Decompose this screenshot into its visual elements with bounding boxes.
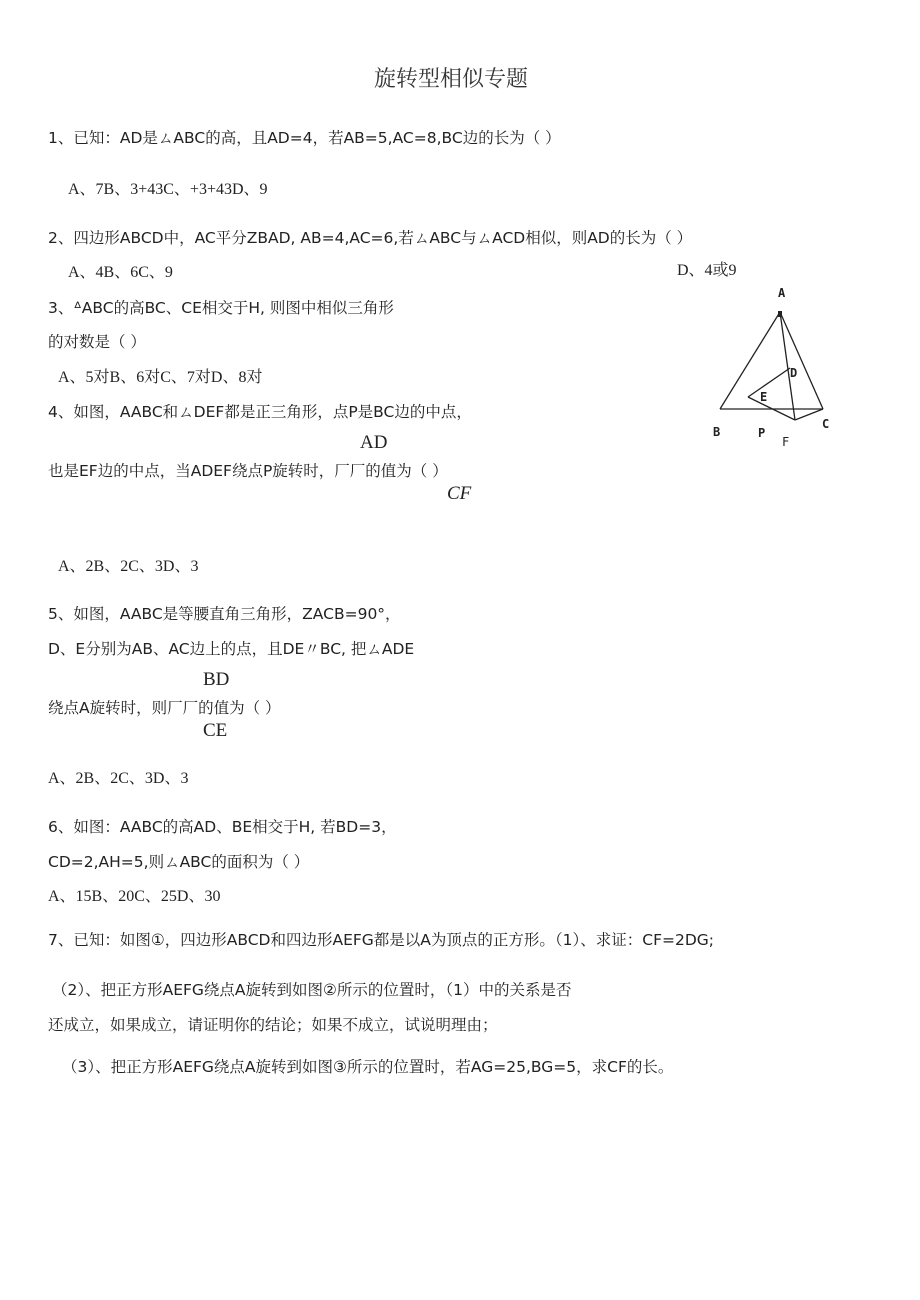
question-4-fraction-denominator: CF (447, 483, 472, 504)
question-5-stem-line3: 绕点A旋转时，则厂厂的值为（ ） (48, 699, 281, 717)
question-4-stem-line1: 4、如图，AABC和ㄙDEF都是正三角形，点P是BC边的中点， (48, 403, 472, 421)
question-5-fraction-denominator: CE (203, 720, 228, 741)
label-f: F (782, 435, 790, 449)
question-4-stem-line2: 也是EF边的中点，当ADEF绕点P旋转时，厂厂的值为（ ） (48, 462, 448, 480)
question-1-options: A、7B、3+43C、+3+43D、9 (68, 181, 268, 198)
label-d: D (790, 366, 798, 380)
vertex-a-mark (778, 311, 782, 317)
question-5-fraction-numerator: BD (203, 669, 230, 690)
question-1-stem: 1、已知：AD是ㄙABC的高，且AD=4，若AB=5,AC=8,BC边的长为（ ） (48, 129, 561, 147)
question-3-stem-line1: 3、ᐞABC的高BC、CE相交于H, 则图中相似三角形 (48, 299, 394, 317)
label-a: A (778, 286, 786, 300)
label-c: C (822, 417, 830, 431)
question-6-stem-line2: CD=2,AH=5,则ㄙABC的面积为（ ） (48, 853, 310, 871)
segment-fc (795, 409, 823, 420)
question-2-option-d: D、4或9 (677, 262, 737, 279)
label-e: E (760, 390, 768, 404)
label-p: P (758, 426, 766, 440)
question-2-stem: 2、四边形ABCD中，AC平分ZBAD, AB=4,AC=6,若ㄙABC与ㄙACD相似，则AD的长为（ ） (48, 229, 693, 247)
question-3-stem-line2: 的对数是（ ） (48, 333, 146, 351)
segment-ab (720, 312, 780, 409)
page-title: 旋转型相似专题 (374, 67, 529, 92)
label-b: B (713, 425, 721, 439)
question-4-fraction-numerator: AD (360, 432, 388, 453)
question-5-stem-line1: 5、如图，AABC是等腰直角三角形，ZACB=90°， (48, 605, 401, 623)
question-6-stem-line1: 6、如图：AABC的高AD、BE相交于H, 若BD=3， (48, 818, 397, 836)
question-4-options: A、2B、2C、3D、3 (58, 558, 199, 575)
question-6-options: A、15B、20C、25D、30 (48, 888, 221, 905)
question-7-stem: 7、已知：如图①，四边形ABCD和四边形AEFG都是以A为顶点的正方形。（1）、求证：CF=2DG; (48, 931, 715, 949)
segment-de (748, 368, 790, 397)
question-7-part3: （3）、把正方形AEFG绕点A旋转到如图③所示的位置时，若AG=25,BG=5，求CF的长。 (62, 1058, 674, 1076)
question-3-options: A、5对B、6对C、7对D、8对 (58, 369, 263, 386)
question-7-part2-line2: 还成立，如果成立，请证明你的结论；如果不成立，试说明理由； (48, 1016, 498, 1034)
question-5-stem-line2: D、E分别为AB、AC边上的点，且DE〃BC, 把ㄙADE (48, 640, 415, 658)
question-2-options: A、4B、6C、9 (68, 264, 173, 281)
question-7-part2-line1: （2）、把正方形AEFG绕点A旋转到如图②所示的位置时，（1）中的关系是否 (52, 981, 572, 999)
question-5-options: A、2B、2C、3D、3 (48, 770, 189, 787)
